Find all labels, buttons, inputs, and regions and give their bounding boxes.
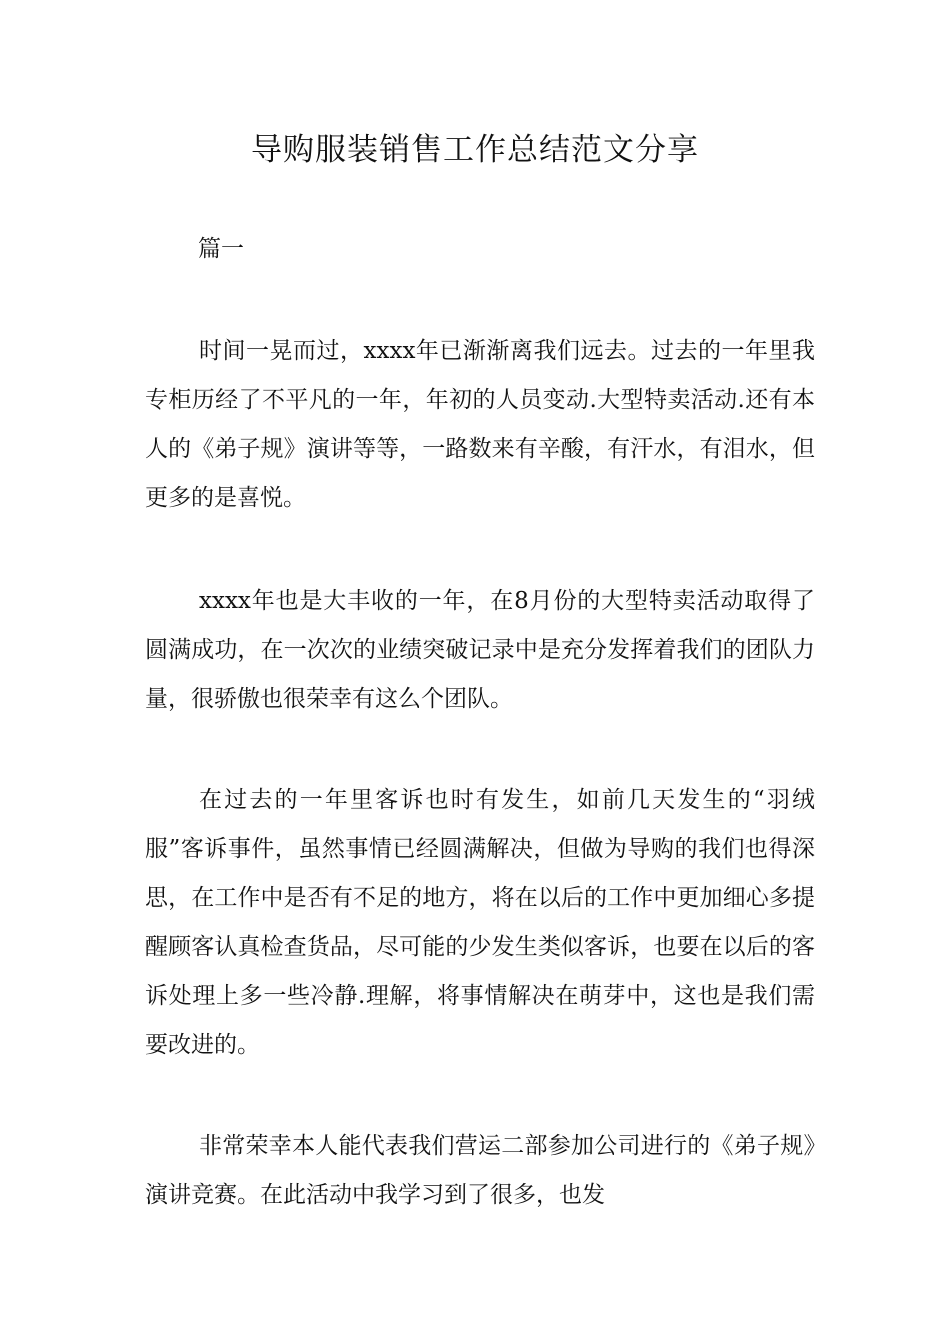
document-title: 导购服装销售工作总结范文分享: [251, 132, 699, 168]
paragraph-1: 时间一晃而过，xxxx年已渐渐离我们远去。过去的一年里我专柜历经了不平凡的一年，年初的人员变动.大型特卖活动.还有本人的《弟子规》演讲等等，一路数来有辛酸，有汗水，有泪水，但更多的是喜悦。: [145, 338, 815, 511]
paragraph-3: 在过去的一年里客诉也时有发生，如前几天发生的“羽绒服”客诉事件，虽然事情已经圆满解决，但做为导购的我们也得深思，在工作中是否有不足的地方，将在以后的工作中更加细心多提醒顾客认真检查货品，尽可能的少发生类似客诉，也要在以后的客诉处理上多一些冷静.理解，将事情解决在萌芽中，这也是我们需要改进的。: [145, 787, 815, 1058]
paragraph-4: 非常荣幸本人能代表我们营运二部参加公司进行的《弟子规》演讲竞赛。在此活动中我学习到了很多，也发: [145, 1133, 815, 1208]
section-label: 篇一: [198, 236, 244, 262]
paragraph-2: xxxx年也是大丰收的一年，在8月份的大型特卖活动取得了圆满成功，在一次次的业绩突破记录中是充分发挥着我们的团队力量，很骄傲也很荣幸有这么个团队。: [145, 588, 815, 712]
